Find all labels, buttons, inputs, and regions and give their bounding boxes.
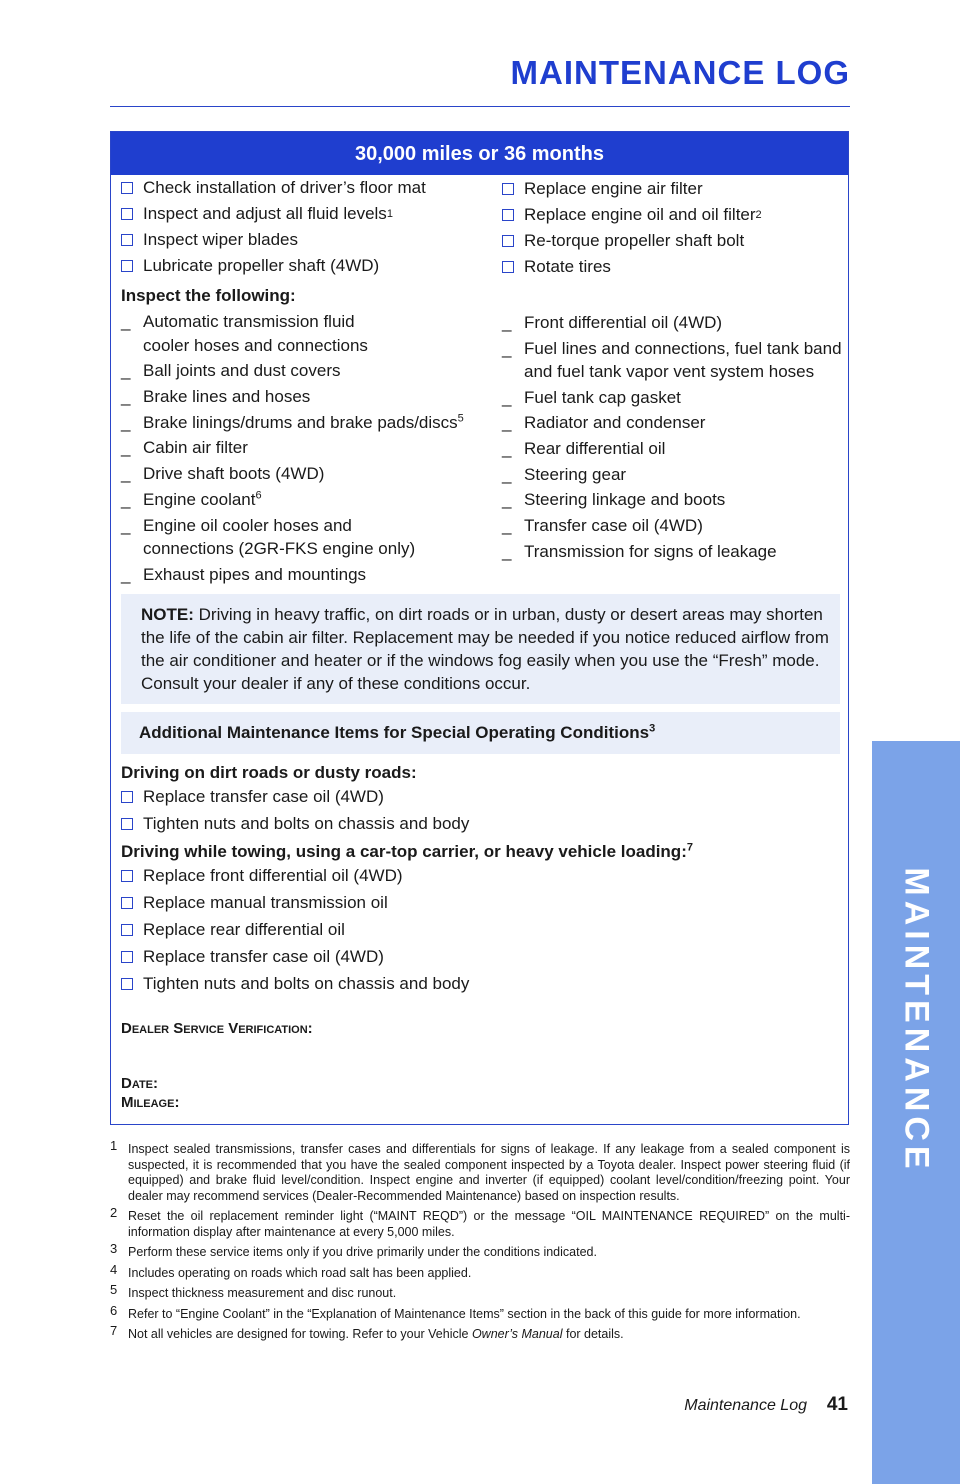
footnote-ref: 3 bbox=[649, 722, 656, 735]
checkbox[interactable] bbox=[121, 208, 133, 220]
checkbox[interactable] bbox=[502, 261, 514, 273]
footnote: 3 Perform these service items only if you drive primarily under the conditions indicated. bbox=[110, 1241, 597, 1259]
note-text: NOTE: Driving in heavy traffic, on dirt roads or in urban, dusty or desert areas may shorten the life of the cabin air filter. Replacement may be needed if you notice reduced airflow from the air conditioner and heater or if the windows fog easily when you use the “Fresh” mode. Consult your dealer if any of these conditions occur. bbox=[141, 605, 829, 693]
checkbox[interactable] bbox=[121, 978, 133, 990]
maintenance-interval-box: 30,000 miles or 36 months Check installation of driver’s floor mat Inspect and adjust all fluid levels 1 Inspect wiper blades Lubricate propeller shaft (4WD) Replace engine air filter Replace engine oil and oil filter 2 Re-torque propeller shaft bolt Rotate tires Inspect the following: _ Automatic transmission fluid cooler hoses and connections _ Ball joints and dust covers _ Brake lines and hoses _ Brake linings/drums and brake pads/discs$^5$ _ Cabin air filter _ Drive shaft boots (4WD) _ Engine coolant$^6$ _ Engine oil cooler hoses and connections (2GR-FKS engine only) _ Exhaust pipes and mountings _ Front differential oil (4WD) _ Fuel lines and connections, fuel tank band and fuel tank vapor vent system hoses _ Fuel tank cap gasket _ Radiator and condenser _ Rear differential oil _ Steering gear _ Steering linkage and boots _ Transfer case oil (4WD) _ Transmission for signs of leakage NOTE: Driving in heavy traffic, on dirt roads or in urban, dusty or desert areas may shorten the life of the cabin air filter. Replacement may be needed if you notice reduced airflow from the air conditioner and heater or if the windows fog easily when you use the “Fresh” mode. Consult your dealer if any of these conditions occur. Additional Maintenance Items for Special Operating Conditions$^3$ Driving on dirt roads or dusty roads: Replace transfer case oil (4WD) Tighten nuts and bolts on chassis and body Driving while towing, using a car-top carrier, or heavy vehicle loading:$^7$ Replace front differential oil (4WD) Replace manual transmission oil Replace rear differential oil Replace transfer case oil (4WD) Tighten nuts and bolts on chassis and body Dealer Service Verification: Date: Mileage: bbox=[110, 131, 849, 1125]
section-side-tab bbox=[872, 741, 960, 1484]
footnote: 4 Includes operating on roads which road salt has been applied. bbox=[110, 1261, 472, 1280]
checkbox[interactable] bbox=[121, 924, 133, 936]
footnote-ref: 7 bbox=[686, 841, 693, 854]
checkbox[interactable] bbox=[121, 870, 133, 882]
checkbox[interactable] bbox=[121, 818, 133, 830]
checkbox[interactable] bbox=[502, 183, 514, 195]
checklist-item: Replace engine oil and oil filter 2 bbox=[502, 205, 762, 225]
additional-items-heading: Additional Maintenance Items for Special Operating Conditions$^3$ bbox=[139, 722, 656, 742]
dealer-verification-label: Dealer Service Verification: bbox=[121, 1020, 313, 1037]
manual-title: Owner’s Manual bbox=[471, 1327, 563, 1341]
dirt-roads-heading: Driving on dirt roads or dusty roads: bbox=[121, 763, 417, 782]
checklist-item: Replace engine air filter bbox=[502, 179, 703, 199]
footnote: 2 Reset the oil replacement reminder light (“MAINT REQD”) or the message “OIL MAINTENANCE REQUIRED” on the multi-information display after maintenance at every 5,000 miles. bbox=[110, 1205, 850, 1239]
checklist-item: Replace transfer case oil (4WD) bbox=[121, 787, 384, 807]
checklist-item: Replace rear differential oil bbox=[121, 920, 345, 940]
checkbox[interactable] bbox=[121, 234, 133, 246]
page-title: MAINTENANCE LOG bbox=[510, 54, 850, 91]
checkbox[interactable] bbox=[121, 951, 133, 963]
checklist-item: Tighten nuts and bolts on chassis and body bbox=[121, 974, 469, 994]
inspect-heading: Inspect the following: bbox=[121, 286, 296, 305]
checklist-item: Lubricate propeller shaft (4WD) bbox=[121, 256, 379, 276]
mileage-label: Mileage: bbox=[121, 1094, 180, 1111]
towing-heading: Driving while towing, using a car-top carrier, or heavy vehicle loading:$^7$ bbox=[121, 841, 693, 861]
checklist-item: Replace front differential oil (4WD) bbox=[121, 866, 403, 886]
footnote: 5 Inspect thickness measurement and disc runout. bbox=[110, 1282, 397, 1300]
checkbox[interactable] bbox=[502, 235, 514, 247]
footer-section-label: Maintenance Log bbox=[684, 1397, 807, 1414]
checklist-item: Tighten nuts and bolts on chassis and body bbox=[121, 814, 469, 834]
checkbox[interactable] bbox=[121, 260, 133, 272]
date-label: Date: bbox=[121, 1075, 159, 1092]
footnote: 1 Inspect sealed transmissions, transfer cases and differentials for signs of leakage. If any leakage from a sealed component is suspected, it is recommended that you have the sealed component inspected by a Toyota dealer. Inspect power steering fluid (if equipped) and brake fluid level/condition. Inspect engine and inverter (if equipped) coolant level/condition/freezing point. Your dealer may recommend services (Dealer-Recommended Maintenance) based on inspection results. bbox=[110, 1138, 850, 1203]
title-divider bbox=[110, 106, 850, 107]
checkbox[interactable] bbox=[502, 209, 514, 221]
checklist-item: Replace manual transmission oil bbox=[121, 893, 388, 913]
note-panel bbox=[121, 594, 840, 704]
footnote-ref: 5 bbox=[457, 412, 464, 425]
note-label: NOTE: bbox=[141, 605, 194, 624]
checkbox[interactable] bbox=[121, 791, 133, 803]
footnote-ref: 6 bbox=[255, 489, 262, 502]
checklist-item: Inspect wiper blades bbox=[121, 230, 298, 250]
checklist-item: Inspect and adjust all fluid levels 1 bbox=[121, 204, 393, 224]
additional-items-panel bbox=[121, 712, 840, 754]
page-number: 41 bbox=[826, 1394, 848, 1415]
checklist-item: Check installation of driver’s floor mat bbox=[121, 178, 426, 198]
footnote: 6 Refer to “Engine Coolant” in the “Explanation of Maintenance Items” section in the back of this guide for more information. bbox=[110, 1302, 801, 1321]
checkbox[interactable] bbox=[121, 182, 133, 194]
checkbox[interactable] bbox=[121, 897, 133, 909]
footnote: 7 Not all vehicles are designed for towing. Refer to your Vehicle Owner’s Manual for details. bbox=[110, 1323, 624, 1341]
side-tab-label: MAINTENANCE bbox=[897, 867, 936, 1174]
checklist-item: Rotate tires bbox=[502, 257, 611, 277]
checklist-item: Re-torque propeller shaft bolt bbox=[502, 231, 744, 251]
footnotes bbox=[110, 1138, 850, 1348]
checklist-item: Replace transfer case oil (4WD) bbox=[121, 947, 384, 967]
interval-heading: 30,000 miles or 36 months bbox=[111, 132, 848, 175]
